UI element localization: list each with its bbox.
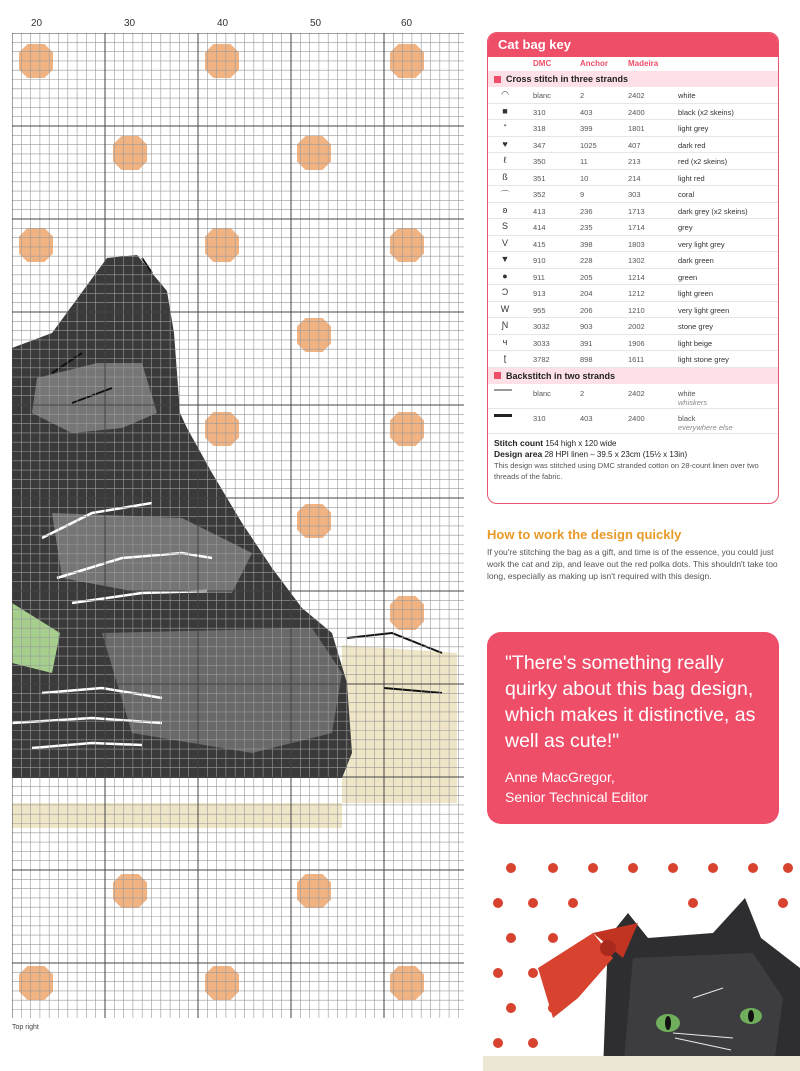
backstitch-heading bbox=[488, 368, 778, 384]
photo-polka-dot bbox=[588, 863, 598, 873]
key-column-headers bbox=[488, 57, 778, 71]
thread-row bbox=[488, 318, 778, 335]
dmc-code: 955 bbox=[533, 305, 546, 315]
howto-body: If you're stitching the bag as a gift, and time is of the essence, you could just work the cat and zip, and leave out the red polka dots. This shouldn't take too long, especially as making up isn't required with this design. bbox=[487, 547, 778, 581]
anchor-code: 205 bbox=[580, 272, 593, 282]
anchor-code: 236 bbox=[580, 206, 593, 216]
madeira-code: 407 bbox=[628, 140, 641, 150]
chart-grid bbox=[12, 33, 464, 1018]
photo-polka-dot bbox=[548, 933, 558, 943]
anchor-code: 206 bbox=[580, 305, 593, 315]
thread-name: white bbox=[678, 388, 696, 398]
key-panel bbox=[487, 32, 779, 504]
dmc-code: 350 bbox=[533, 157, 546, 166]
dmc-code: 3782 bbox=[533, 355, 550, 364]
header-madeira: Madeira bbox=[628, 59, 659, 68]
chart-symbol-icon: Ɲ bbox=[501, 320, 509, 330]
column-number: 30 bbox=[124, 18, 136, 29]
madeira-code: 2402 bbox=[628, 388, 645, 398]
thread-row bbox=[488, 186, 778, 203]
anchor-code: 2 bbox=[580, 91, 585, 100]
photo-polka-dot bbox=[528, 1038, 538, 1048]
thread-name: light green bbox=[678, 289, 714, 298]
thread-row bbox=[488, 137, 778, 154]
photo-polka-dot bbox=[708, 863, 718, 873]
dmc-code: blanc bbox=[533, 388, 551, 398]
photo-polka-dot bbox=[528, 968, 538, 978]
quote-box bbox=[487, 632, 779, 824]
thread-name: dark red bbox=[678, 140, 706, 150]
stitch-count-value: 154 high x 120 wide bbox=[545, 438, 617, 448]
anchor-code: 10 bbox=[580, 173, 589, 183]
stitch-count-label: Stitch count bbox=[494, 437, 544, 448]
anchor-code: 398 bbox=[580, 239, 593, 249]
polka-dot bbox=[205, 966, 239, 1000]
photo-polka-dot bbox=[783, 863, 793, 873]
polka-dot bbox=[205, 228, 239, 262]
madeira-code: 2402 bbox=[628, 91, 645, 100]
chart-section-label: Top right bbox=[12, 1024, 39, 1031]
photo-polka-dot bbox=[506, 863, 516, 873]
design-area-value: 28 HPI linen – 39.5 x 23cm (15½ x 13in) bbox=[544, 449, 688, 459]
photo-polka-dot bbox=[506, 933, 516, 943]
thread-row bbox=[488, 219, 778, 236]
thread-row bbox=[488, 236, 778, 253]
finished-bag-photo bbox=[483, 838, 800, 1071]
madeira-code: 1906 bbox=[628, 338, 645, 348]
polka-dot bbox=[390, 966, 424, 1000]
polka-dot bbox=[390, 596, 424, 630]
polka-dot bbox=[19, 228, 53, 262]
madeira-code: 2002 bbox=[628, 322, 645, 331]
section-marker bbox=[494, 76, 501, 83]
madeira-code: 214 bbox=[628, 173, 641, 183]
thread-name: black (x2 skeins) bbox=[678, 107, 734, 117]
photo-polka-dot bbox=[778, 898, 788, 908]
anchor-code: 235 bbox=[580, 223, 593, 232]
chart-symbol-icon: ᐩ bbox=[503, 122, 507, 132]
madeira-code: 303 bbox=[628, 190, 641, 199]
madeira-code: 1714 bbox=[628, 223, 645, 232]
madeira-code: 1302 bbox=[628, 256, 645, 265]
chart-symbol-icon: ч bbox=[502, 336, 508, 347]
anchor-code: 391 bbox=[580, 338, 593, 348]
photo-polka-dot bbox=[528, 898, 538, 908]
backstitch-line-icon bbox=[494, 389, 512, 391]
dmc-code: 913 bbox=[533, 289, 546, 298]
anchor-code: 399 bbox=[580, 124, 593, 133]
chart-symbol-icon: ℓ bbox=[503, 155, 507, 165]
photo-polka-dot bbox=[548, 863, 558, 873]
thread-row bbox=[488, 104, 778, 121]
dmc-code: 352 bbox=[533, 190, 546, 199]
chart-symbol-icon: ʚ bbox=[502, 204, 508, 215]
column-number: 60 bbox=[401, 18, 413, 29]
chart-symbol-icon: ʈ bbox=[503, 353, 507, 363]
thread-name: green bbox=[678, 272, 698, 282]
chart-symbol-icon: ß bbox=[502, 171, 508, 182]
photo-polka-dot bbox=[493, 968, 503, 978]
quote-author: Anne MacGregor, bbox=[505, 769, 615, 785]
chart-symbol-icon: ▼ bbox=[500, 254, 510, 264]
polka-dot bbox=[297, 504, 331, 538]
stitch-note: This design was stitched using DMC stranded cotton on 28-count linen over two threads of the fabric. bbox=[494, 460, 759, 481]
madeira-code: 2400 bbox=[628, 413, 645, 423]
thread-name: light beige bbox=[678, 338, 713, 348]
thread-name: coral bbox=[678, 190, 695, 199]
dmc-code: 318 bbox=[533, 124, 546, 133]
anchor-code: 9 bbox=[580, 190, 585, 199]
chart-symbol-icon: W bbox=[500, 303, 510, 314]
thread-row bbox=[488, 170, 778, 187]
thread-row bbox=[488, 335, 778, 352]
thread-name: dark grey (x2 skeins) bbox=[678, 206, 748, 216]
chart-symbol-icon: ♥ bbox=[502, 138, 508, 149]
dmc-code: 3032 bbox=[533, 322, 550, 331]
chart-symbol-icon: ■ bbox=[502, 105, 508, 116]
anchor-code: 2 bbox=[580, 388, 585, 398]
thread-row bbox=[488, 252, 778, 269]
thread-name: dark green bbox=[678, 256, 714, 265]
thread-row bbox=[488, 285, 778, 302]
thread-row bbox=[488, 120, 778, 137]
anchor-code: 903 bbox=[580, 322, 593, 331]
photo-polka-dot bbox=[748, 863, 758, 873]
backstitch-line-icon bbox=[494, 414, 512, 417]
dmc-code: 911 bbox=[533, 272, 545, 282]
thread-name: light stone grey bbox=[678, 355, 729, 364]
madeira-code: 213 bbox=[628, 157, 641, 166]
chart-symbol-icon: S bbox=[501, 221, 508, 231]
photo-polka-dot bbox=[568, 898, 578, 908]
madeira-code: 2400 bbox=[628, 107, 645, 117]
madeira-code: 1611 bbox=[628, 355, 645, 364]
howto-title: How to work the design quickly bbox=[487, 527, 682, 542]
polka-dot bbox=[390, 412, 424, 446]
photo-polka-dot bbox=[493, 898, 503, 908]
photo-polka-dot bbox=[493, 1038, 503, 1048]
section-marker bbox=[494, 372, 501, 379]
cross-stitch-heading-text: Cross stitch in three strands bbox=[506, 74, 629, 84]
anchor-code: 204 bbox=[580, 289, 593, 298]
thread-name: black bbox=[678, 413, 696, 423]
anchor-code: 11 bbox=[580, 157, 588, 166]
polka-dot bbox=[19, 966, 53, 1000]
dmc-code: 310 bbox=[533, 413, 546, 423]
howto-section bbox=[487, 527, 779, 582]
dmc-code: blanc bbox=[533, 91, 551, 100]
chart-symbol-icon: ⌒ bbox=[500, 190, 510, 200]
anchor-code: 403 bbox=[580, 413, 593, 423]
thread-name: red (x2 skeins) bbox=[678, 157, 728, 166]
thread-name: very light green bbox=[678, 305, 730, 315]
dmc-code: 413 bbox=[533, 206, 546, 216]
thread-row bbox=[488, 203, 778, 220]
thread-name: stone grey bbox=[678, 322, 714, 331]
thread-row bbox=[488, 153, 778, 170]
madeira-code: 1801 bbox=[628, 124, 645, 133]
chart-symbol-icon: ● bbox=[502, 270, 508, 281]
polka-dot bbox=[297, 318, 331, 352]
dmc-code: 351 bbox=[533, 173, 546, 183]
anchor-code: 403 bbox=[580, 107, 593, 117]
photo-polka-dot bbox=[668, 863, 678, 873]
madeira-code: 1210 bbox=[628, 305, 645, 315]
design-area-label: Design area bbox=[494, 448, 543, 459]
chart-symbol-icon: ◠ bbox=[501, 89, 509, 99]
column-number: 40 bbox=[217, 18, 229, 29]
stitch-info bbox=[488, 434, 778, 482]
photo-polka-dot bbox=[688, 898, 698, 908]
column-number: 50 bbox=[310, 18, 322, 29]
chart-symbol-icon: Ͻ bbox=[501, 287, 509, 297]
polka-dot bbox=[297, 136, 331, 170]
polka-dot bbox=[390, 228, 424, 262]
thread-name: grey bbox=[678, 223, 693, 232]
dmc-code: 910 bbox=[533, 256, 546, 265]
thread-list bbox=[488, 87, 778, 368]
dmc-code: 415 bbox=[533, 239, 546, 249]
dmc-code: 310 bbox=[533, 107, 546, 117]
polka-dot bbox=[205, 412, 239, 446]
anchor-code: 228 bbox=[580, 256, 593, 265]
chart-symbol-icon: V bbox=[501, 237, 508, 248]
thread-name: white bbox=[678, 91, 696, 100]
photo-polka-dot bbox=[628, 863, 638, 873]
quote-author-role: Senior Technical Editor bbox=[505, 789, 648, 805]
key-title: Cat bag key bbox=[488, 33, 778, 57]
dmc-code: 3033 bbox=[533, 338, 550, 348]
header-anchor: Anchor bbox=[580, 59, 608, 68]
backstitch-row bbox=[488, 409, 778, 434]
thread-row bbox=[488, 269, 778, 286]
anchor-code: 898 bbox=[580, 355, 593, 364]
anchor-code: 1025 bbox=[580, 140, 597, 150]
header-dmc: DMC bbox=[533, 59, 552, 68]
thread-name: very light grey bbox=[678, 239, 725, 249]
madeira-code: 1803 bbox=[628, 239, 645, 249]
thread-usage: everywhere else bbox=[678, 422, 733, 432]
thread-row bbox=[488, 87, 778, 104]
photo-polka-dot bbox=[506, 1003, 516, 1013]
dmc-code: 347 bbox=[533, 140, 546, 150]
madeira-code: 1214 bbox=[628, 272, 645, 282]
column-number: 20 bbox=[31, 18, 43, 29]
thread-row bbox=[488, 302, 778, 319]
thread-row bbox=[488, 351, 778, 368]
cat-bag-illustration bbox=[483, 838, 800, 1071]
madeira-code: 1713 bbox=[628, 206, 645, 216]
madeira-code: 1212 bbox=[628, 289, 645, 298]
cross-stitch-heading bbox=[488, 71, 778, 87]
thread-name: light red bbox=[678, 173, 705, 183]
backstitch-heading-text: Backstitch in two strands bbox=[506, 370, 616, 381]
backstitch-row bbox=[488, 384, 778, 409]
thread-usage: whiskers bbox=[678, 397, 708, 407]
dmc-code: 414 bbox=[533, 223, 546, 232]
thread-name: light grey bbox=[678, 124, 709, 133]
quote-text: "There's something really quirky about this bag design, which makes it distinctive, as well as cute!" bbox=[505, 652, 756, 752]
